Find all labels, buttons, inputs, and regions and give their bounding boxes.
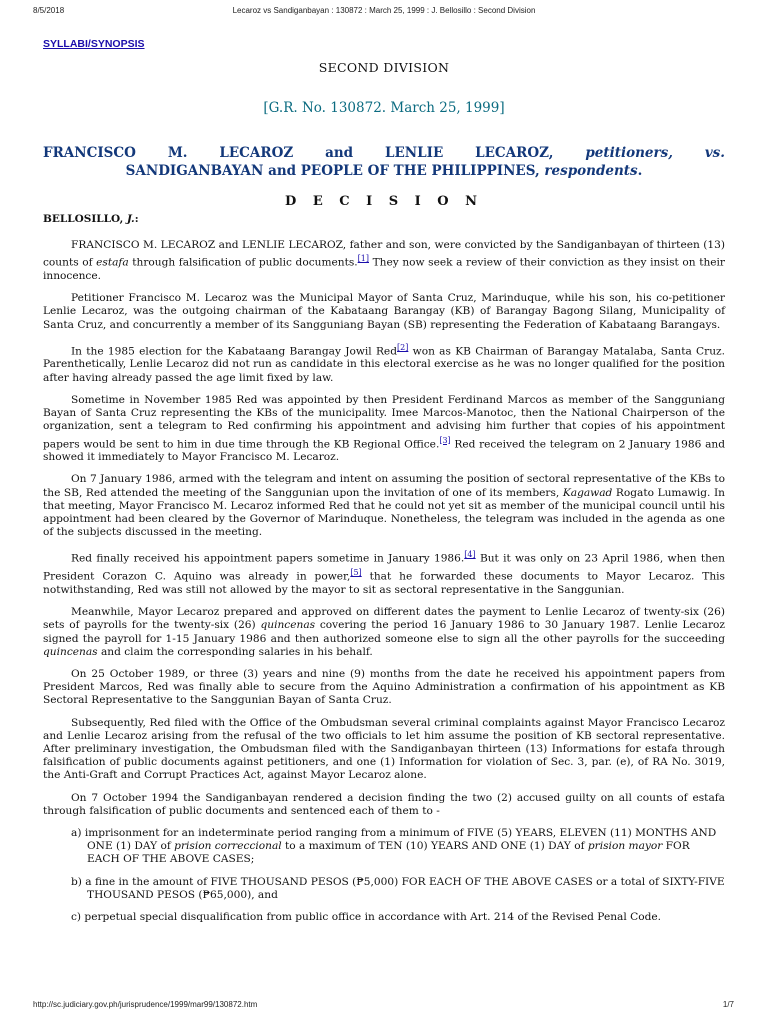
- paragraph: Subsequently, Red filed with the Office of the Ombudsman several criminal complaints against Mayor Francisco Lecaroz and Lenlie Lecaroz arising from the refusal of the two officials to let him assume the position of KB sectoral representative. After preliminary investigation, the Ombudsman filed with the Sandiganbayan thirteen (13) Informations for estafa through falsification of public documents against petitioners, and one (1) Information for violation of Sec. 3, par. (e), of RA No. 3019, the Anti-Graft and Corrupt Practices Act, against Mayor Lecaroz alone.: [43, 716, 725, 782]
- paragraph: [43, 473, 725, 539]
- text: Red finally received his appointment papers sometime in January 1986.: [71, 552, 465, 565]
- footnote-link-5[interactable]: [5]: [350, 568, 362, 578]
- text: through falsification of public documents.: [128, 256, 358, 269]
- paragraph: [43, 548, 725, 597]
- text: and claim the corresponding salaries in his behalf.: [97, 645, 373, 658]
- emphasis: prision mayor: [587, 840, 663, 853]
- ponente-title: J.: [126, 213, 135, 225]
- footnote-link-3[interactable]: [3]: [439, 435, 451, 445]
- document-content: [43, 32, 725, 933]
- text: a) imprisonment for an indeterminate period ranging from a minimum of FIVE (5) YEARS, ELEVEN (11) MONTHS AND ONE (1) DAY of: [71, 826, 717, 853]
- decision-title: D E C I S I O N: [285, 194, 483, 209]
- versus-label: vs.: [704, 145, 725, 161]
- sentence-list: [71, 827, 725, 924]
- case-number: [G.R. No. 130872. March 25, 1999]: [263, 100, 505, 116]
- sentence-item-a: [71, 827, 725, 867]
- text: FRANCISCO M. LECAROZ and LENLIE LECAROZ, father and son, were convicted by the Sandiganbayan of thirteen (13) counts of: [43, 239, 725, 269]
- paragraph: Petitioner Francisco M. Lecaroz was the Municipal Mayor of Santa Cruz, Marinduque, while his son, his co-petitioner Lenlie Lecaroz, was the outgoing chairman of the Kabataang Barangay (KB) of Barangay Bagong Silang, Municipality of Santa Cruz, and concurrently a member of its Sangguniang Bayan (SB) representing the Federation of Kabataang Barangays.: [43, 292, 725, 331]
- print-title: Lecaroz vs Sandiganbayan : 130872 : March 25, 1999 : J. Bellosillo : Second Division: [232, 6, 536, 15]
- respondents-label: respondents: [544, 163, 638, 179]
- text: won as KB Chairman of Barangay Matalaba, Santa Cruz. Parenthetically, Lenlie Lecaroz did not run as candidate in this electoral exercise as he was no longer qualified for the position after having already passed the age limit fixed by law.: [43, 345, 725, 384]
- sentence-item-b: b) a fine in the amount of FIVE THOUSAND PESOS (₱5,000) FOR EACH OF THE ABOVE CASES or a total of SIXTY-FIVE THOUSAND PESOS (₱65,000), and: [71, 875, 725, 901]
- footnote-link-2[interactable]: [2]: [397, 342, 409, 352]
- text: FOR EACH OF THE ABOVE CASES;: [87, 840, 690, 866]
- ponente-colon: :: [134, 213, 139, 225]
- text: Red received the telegram on 2 January 1986 and showed it immediately to Mayor Francisco M. Lecaroz.: [43, 438, 726, 464]
- emphasis: estafa: [96, 256, 129, 269]
- syllabi-synopsis-link[interactable]: SYLLABI/SYNOPSIS: [43, 38, 145, 50]
- paragraph: On 25 October 1989, or three (3) years and nine (9) months from the date he received his appointment papers from President Marcos, Red was finally able to secure from the Aquino Administration a confirmation of his appointment as KB Sectoral Representative to the Sanggunian Bayan of Santa Cruz.: [43, 667, 725, 707]
- page-number: 1/7: [722, 1000, 734, 1009]
- text: to a maximum of TEN (10) YEARS AND ONE (1) DAY of: [281, 840, 588, 853]
- parties-line-1: [43, 144, 725, 162]
- text: Sometime in November 1985 Red was appointed by then President Ferdinand Marcos as member of the Sangguniang Bayan of Santa Cruz representing the KBs of the municipality. Imee Marcos-Manotoc, then the National Chairperson of the organization, sent a telegram to Red confirming his appointment and advising him further that copies of his appointment papers would be sent to him in due time through the KB Regional Office.: [43, 393, 725, 451]
- division-heading: SECOND DIVISION: [318, 60, 450, 75]
- emphasis: quincenas: [43, 645, 98, 658]
- paragraph: [43, 606, 725, 659]
- decision-body: [43, 239, 725, 924]
- text: In the 1985 election for the Kabataang Barangay Jowil Red: [71, 345, 397, 358]
- text: They now seek a review of their conviction as they insist on their innocence.: [43, 256, 725, 282]
- party-word: LECAROZ: [219, 145, 294, 161]
- party-word: and: [325, 145, 354, 161]
- paragraph: [43, 394, 725, 465]
- emphasis: prision correccional: [174, 840, 282, 853]
- petitioners-label: petitioners,: [585, 145, 673, 161]
- parties-line-2: [43, 162, 725, 180]
- party-word: LECAROZ,: [475, 145, 554, 161]
- text: On 7 January 1986, armed with the telegram and intent on assuming the position of sectoral representative of the KBs to the SB, Red attended the meeting of the Sanggunian upon the invitation of one of its members,: [43, 473, 725, 499]
- footnote-link-4[interactable]: [4]: [464, 550, 476, 560]
- text: Meanwhile, Mayor Lecaroz prepared and approved on different dates the payment to Lenlie Lecaroz of twenty-six (26) sets of payrolls for the twenty-six (26): [43, 606, 725, 632]
- period: .: [637, 163, 643, 179]
- text: Rogato Lumawig. In that meeting, Mayor Francisco M. Lecaroz informed Red that he could not yet sit as member of the municipal council until his appointment had been cleared by the Governor of Marinduque. Nonetheless, the telegram was included in the agenda as one of the subjects discussed in the meeting.: [43, 486, 725, 539]
- ponente: [43, 213, 725, 225]
- ponente-name: BELLOSILLO,: [43, 213, 127, 225]
- page-url: http://sc.judiciary.gov.ph/jurisprudence/1999/mar99/130872.htm: [33, 1000, 258, 1009]
- paragraph: [43, 239, 725, 283]
- party-word: FRANCISCO: [43, 145, 136, 161]
- case-parties: [43, 144, 725, 180]
- party-word: M.: [167, 145, 188, 161]
- paragraph: On 7 October 1994 the Sandiganbayan rendered a decision finding the two (2) accused guilty on all counts of estafa through falsification of public documents and sentenced each of them to -: [43, 791, 725, 817]
- sentence-item-c: c) perpetual special disqualification from public office in accordance with Art. 214 of the Revised Penal Code.: [71, 910, 662, 923]
- paragraph: [43, 341, 725, 385]
- respondent-names: SANDIGANBAYAN and PEOPLE OF THE PHILIPPINES,: [125, 163, 545, 179]
- text: But it was only on 23 April 1986, when then President Corazon C. Aquino was already in power,: [43, 552, 725, 583]
- text: covering the period 16 January 1986 to 30 January 1987. Lenlie Lecaroz signed the payroll for 1-15 January 1986 and then authorized someone else to sign all the other payrolls for the succeeding: [43, 619, 725, 645]
- emphasis: Kagawad: [562, 486, 613, 499]
- party-word: LENLIE: [385, 145, 444, 161]
- print-date: 8/5/2018: [33, 6, 65, 15]
- footnote-link-1[interactable]: [1]: [357, 254, 369, 264]
- emphasis: quincenas: [260, 619, 316, 632]
- text: that he forwarded these documents to Mayor Lecaroz. This notwithstanding, Red was still not allowed by the mayor to sit as sectoral representative in the Sanggunian.: [43, 570, 725, 596]
